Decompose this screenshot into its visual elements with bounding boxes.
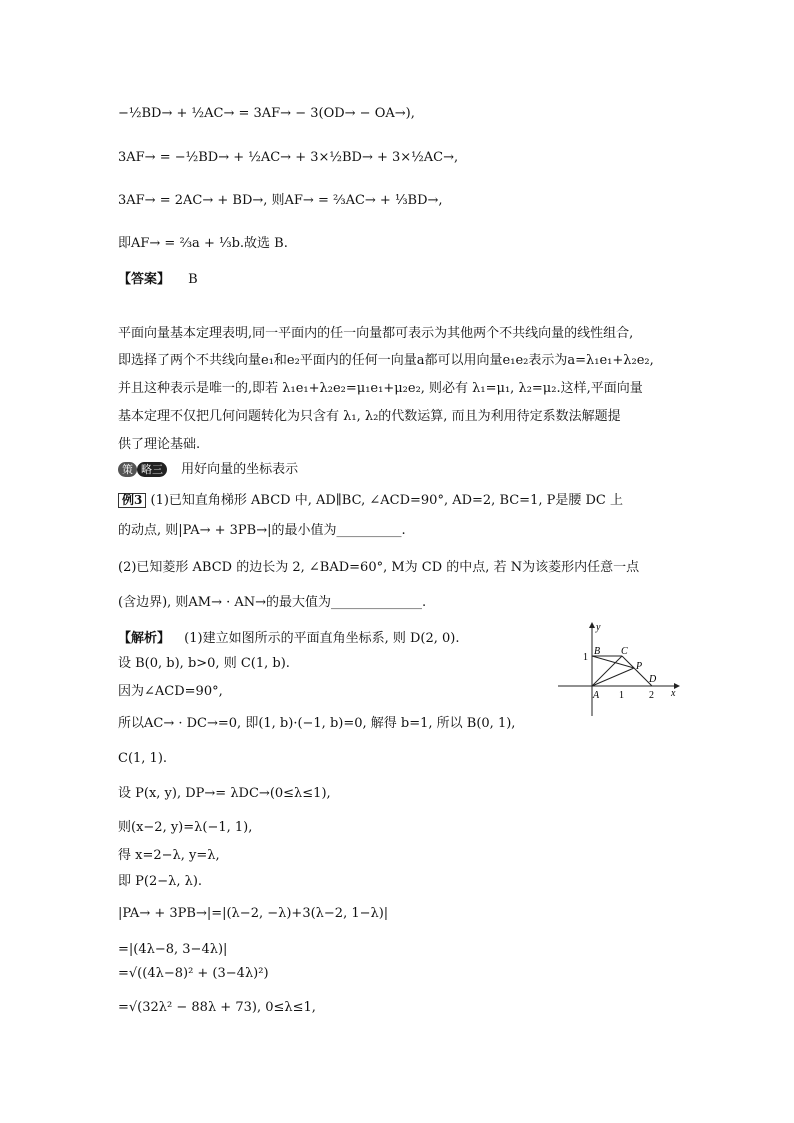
solution-line-3: 因为∠ACD=90°, [118, 684, 223, 699]
label-d: D [649, 674, 657, 685]
label-b: B [594, 646, 601, 657]
tick-1-x: 1 [619, 690, 624, 701]
theory-line-2: 即选择了两个不共线向量e₁和e₂平面内的任何一向量a都可以用向量e₁e₂表示为a=λ₁e₁+λ₂e₂, [118, 353, 654, 368]
theory-line-3: 并且这种表示是唯一的,即若 λ₁e₁+λ₂e₂=μ₁e₁+μ₂e₂, 则必有 λ₁=μ₁, λ₂=μ₂.这样,平面向量 [118, 381, 643, 396]
example-q1-line1 [118, 493, 623, 509]
answer-value: B [188, 272, 198, 287]
coordinate-figure [556, 620, 681, 724]
label-p: P [636, 661, 643, 672]
solution-text-1: (1)建立如图所示的平面直角坐标系, 则 D(2, 0). [184, 631, 460, 646]
answer-label: 【答案】 [118, 272, 171, 287]
solution-line-9: 即 P(2−λ, λ). [118, 874, 203, 889]
solution-line-6: 设 P(x, y), DP→= λDC→(0≤λ≤1), [118, 786, 331, 801]
solution-line-5: C(1, 1). [118, 751, 168, 766]
solution-line-12: =√((4λ−8)² + (3−4λ)²) [118, 966, 269, 981]
solution-line-4: 所以AC→ · DC→=0, 即(1, b)·(−1, b)=0, 解得 b=1, 所以 B(0, 1), [118, 716, 516, 731]
example-q2-line2: (含边界), 则AM→ · AN→的最大值为______________. [118, 595, 427, 610]
solution-line-11: =|(4λ−8, 3−4λ)| [118, 942, 228, 957]
segment-ap [592, 668, 634, 686]
example-q1-text: (1)已知直角梯形 ABCD 中, AD∥BC, ∠ACD=90°, AD=2, BC=1, P是腰 DC 上 [150, 493, 623, 508]
strategy-header [118, 462, 298, 478]
strategy-pill: 策 [118, 462, 137, 477]
solution-line-7: 则(x−2, y)=λ(−1, 1), [118, 820, 253, 835]
tick-1-y: 1 [583, 652, 588, 663]
example-badge: 例3 [118, 493, 146, 508]
figure-svg [556, 620, 681, 720]
label-y: y [596, 622, 601, 633]
label-a: A [593, 690, 600, 701]
theory-line-4: 基本定理不仅把几何问题转化为只含有 λ₁, λ₂的代数运算, 而且为利用待定系数法解题提 [118, 409, 621, 424]
solution-line-10: |PA→ + 3PB→|=|(λ−2, −λ)+3(λ−2, 1−λ)| [118, 906, 389, 921]
label-c: C [621, 646, 628, 657]
example-q2-line1: (2)已知菱形 ABCD 的边长为 2, ∠BAD=60°, M为 CD 的中点, 若 N为该菱形内任意一点 [118, 560, 640, 575]
solution-line-2: 设 B(0, b), b>0, 则 C(1, b). [118, 656, 290, 671]
solution-line-1 [118, 631, 459, 647]
calc-line-3: 3AF→ = 2AC→ + BD→, 则AF→ = ⅔AC→ + ⅓BD→, [118, 193, 443, 208]
solution-label: 【解析】 [118, 631, 171, 646]
strategy-title: 用好向量的坐标表示 [181, 462, 299, 477]
example-q1-line2: 的动点, 则|PA→ + 3PB→|的最小值为__________. [118, 523, 406, 538]
solution-line-13: =√(32λ² − 88λ + 73), 0≤λ≤1, [118, 1000, 316, 1015]
theory-line-1: 平面向量基本定理表明,同一平面内的任一向量都可表示为其他两个不共线向量的线性组合, [118, 326, 634, 341]
calc-line-1: −½BD→ + ½AC→ = 3AF→ − 3(OD→ − OA→), [118, 106, 415, 121]
y-axis-arrow [589, 622, 595, 628]
theory-line-5: 供了理论基础. [118, 437, 201, 452]
answer-row [118, 272, 198, 288]
strategy-pill-2: 略三 [137, 462, 167, 477]
calc-line-2: 3AF→ = −½BD→ + ½AC→ + 3×½BD→ + 3×½AC→, [118, 150, 459, 165]
tick-2-x: 2 [649, 690, 654, 701]
calc-line-4: 即AF→ = ⅔a + ⅓b.故选 B. [118, 236, 288, 251]
label-x: x [671, 688, 676, 699]
solution-line-8: 得 x=2−λ, y=λ, [118, 848, 220, 863]
